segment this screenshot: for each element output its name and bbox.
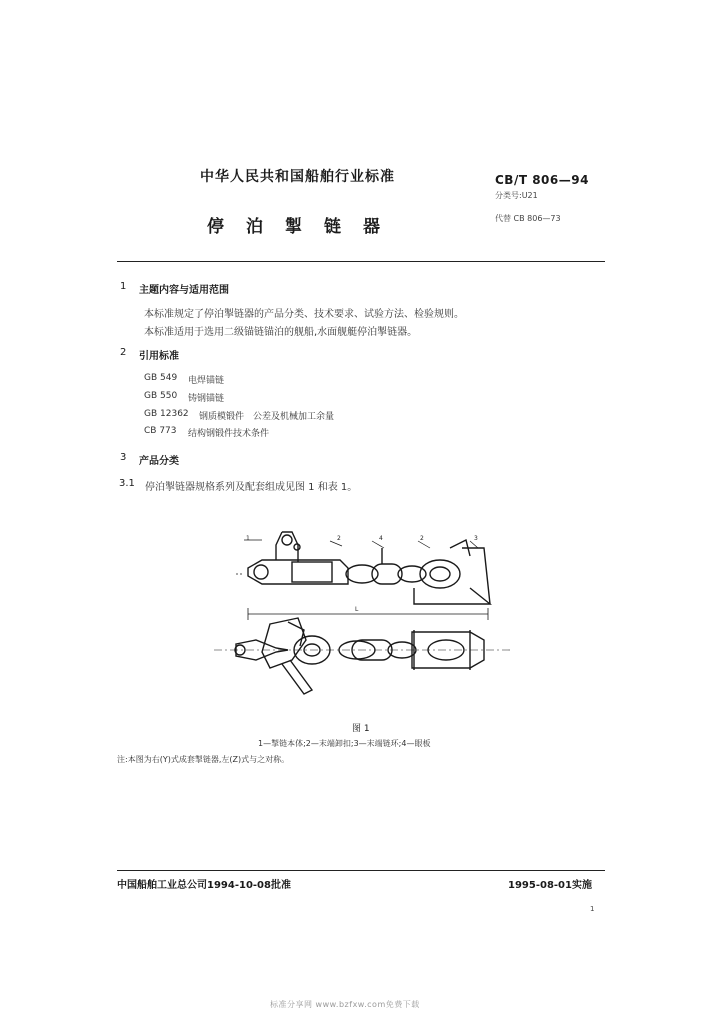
reference-code: CB 773 [144,426,177,436]
reference-code: GB 549 [144,373,178,383]
clause-3-1-text: 停泊掣链器规格系列及配套组成见图 1 和表 1。 [145,482,358,493]
reference-title: 电焊锚链 [188,376,225,386]
section-3-heading: 产品分类 [139,456,179,467]
reference-title: 铸钢锚链 [188,394,225,404]
figure-note: 注:本图为右(Y)式成套掣链器,左(Z)式与之对称。 [117,755,290,764]
section-2-heading: 引用标准 [139,351,179,362]
dimension-label: L [355,606,359,613]
elevation-view [236,532,490,620]
page-number: 1 [590,905,595,913]
reference-code: GB 12362 [144,409,189,419]
section-1-paragraph-1: 本标准规定了停泊掣链器的产品分类、技术要求、试验方法、检验规则。 [144,309,464,320]
org-title: 中华人民共和国船舶行业标准 [200,169,395,185]
clause-3-1-number: 3.1 [119,478,135,489]
callout-label: 2 [420,535,424,542]
callout-label: 1 [246,535,250,542]
standard-code: CB/T 806—94 [495,173,589,187]
effective-date: 1995-08-01实施 [508,880,592,891]
callout-label: 4 [379,535,383,542]
reference-title: 结构钢锻件技术条件 [188,429,270,439]
section-2-number: 2 [120,347,127,358]
footer-rule [117,870,605,871]
reference-title: 钢质模锻件 公差及机械加工余量 [199,412,335,422]
section-1-heading: 主题内容与适用范围 [139,285,229,296]
replaces-standard: 代替 CB 806—73 [495,214,561,223]
figure-legend: 1—掣链本体;2—末端卸扣;3—末端链环;4—眼板 [258,739,431,748]
plan-view [214,618,512,694]
issuer-approval: 中国船舶工业总公司1994-10-08批准 [117,880,291,891]
section-1-paragraph-2: 本标准适用于选用二级锚链锚泊的舰船,水面舰艇停泊掣链器。 [144,327,418,338]
reference-code: GB 550 [144,391,178,401]
figure-caption: 图 1 [352,724,370,734]
callout-label: 3 [474,535,478,542]
callout-label: 2 [337,535,341,542]
section-1-number: 1 [120,281,127,292]
classification-number: 分类号:U21 [495,191,538,200]
document-title: 停泊掣链器 [207,217,402,237]
watermark: 标准分享网 www.bzfxw.com免费下载 [270,1000,420,1009]
section-3-number: 3 [120,452,127,463]
